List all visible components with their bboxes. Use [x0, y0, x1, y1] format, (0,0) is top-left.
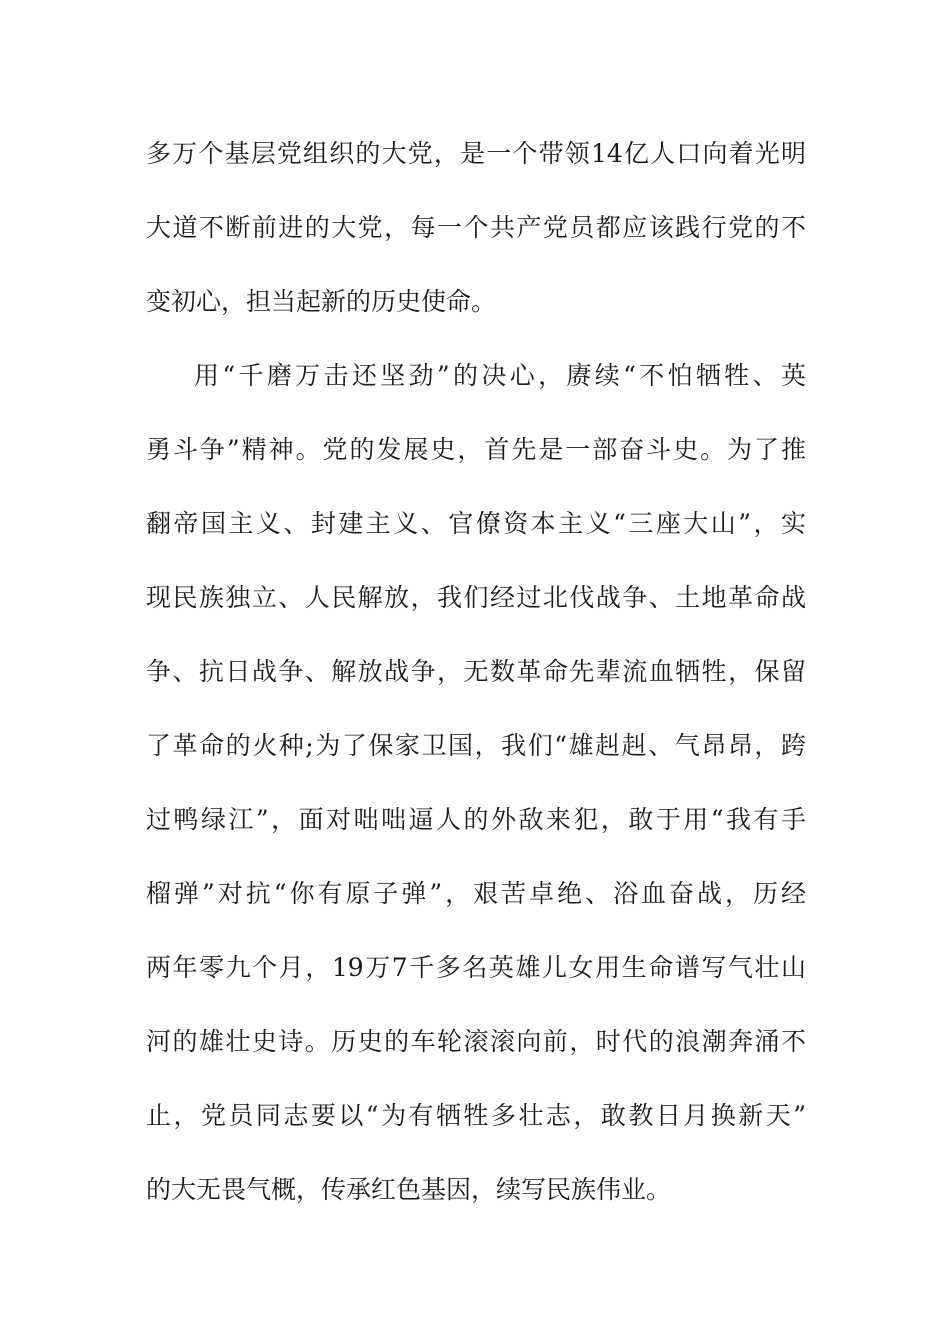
- paragraph-1-line-3: 变初心，担当起新的历史使命。: [146, 287, 497, 316]
- paragraph-2-line-8: 榴弹”对抗“你有原子弹”，艰苦卓绝、浴血奋战，历经: [146, 879, 806, 908]
- paragraph-2-line-10: 河的雄壮史诗。历史的车轮滚滚向前，时代的浪潮奔涌不: [146, 1027, 806, 1056]
- paragraph-2-line-6: 了革命的火种;为了保家卫国，我们“雄赳赳、气昂昂，跨: [146, 731, 806, 760]
- paragraph-1-line-1: 多万个基层党组织的大党，是一个带领14亿人口向着光明: [146, 139, 806, 168]
- paragraph-2-line-9: 两年零九个月，19万7千多名英雄儿女用生命谱写气壮山: [146, 953, 806, 982]
- paragraph-2-line-4: 现民族独立、人民解放，我们经过北伐战争、土地革命战: [146, 583, 806, 612]
- paragraph-2-line-1: 用“千磨万击还坚劲”的决心，赓续“不怕牺牲、英: [194, 361, 806, 390]
- paragraph-1-line-2: 大道不断前进的大党，每一个共产党员都应该践行党的不: [146, 213, 806, 242]
- paragraph-2-line-7: 过鸭绿江”，面对咄咄逼人的外敌来犯，敢于用“我有手: [146, 805, 806, 834]
- paragraph-2-line-11: 止，党员同志要以“为有牺牲多壮志，敢教日月换新天”: [146, 1101, 806, 1130]
- paragraph-2-line-2: 勇斗争”精神。党的发展史，首先是一部奋斗史。为了推: [146, 435, 806, 464]
- paragraph-2-line-12: 的大无畏气概，传承红色基因，续写民族伟业。: [146, 1175, 672, 1204]
- paragraph-2-line-5: 争、抗日战争、解放战争，无数革命先辈流血牺牲，保留: [146, 657, 806, 686]
- paragraph-2-line-3: 翻帝国主义、封建主义、官僚资本主义“三座大山”，实: [146, 509, 806, 538]
